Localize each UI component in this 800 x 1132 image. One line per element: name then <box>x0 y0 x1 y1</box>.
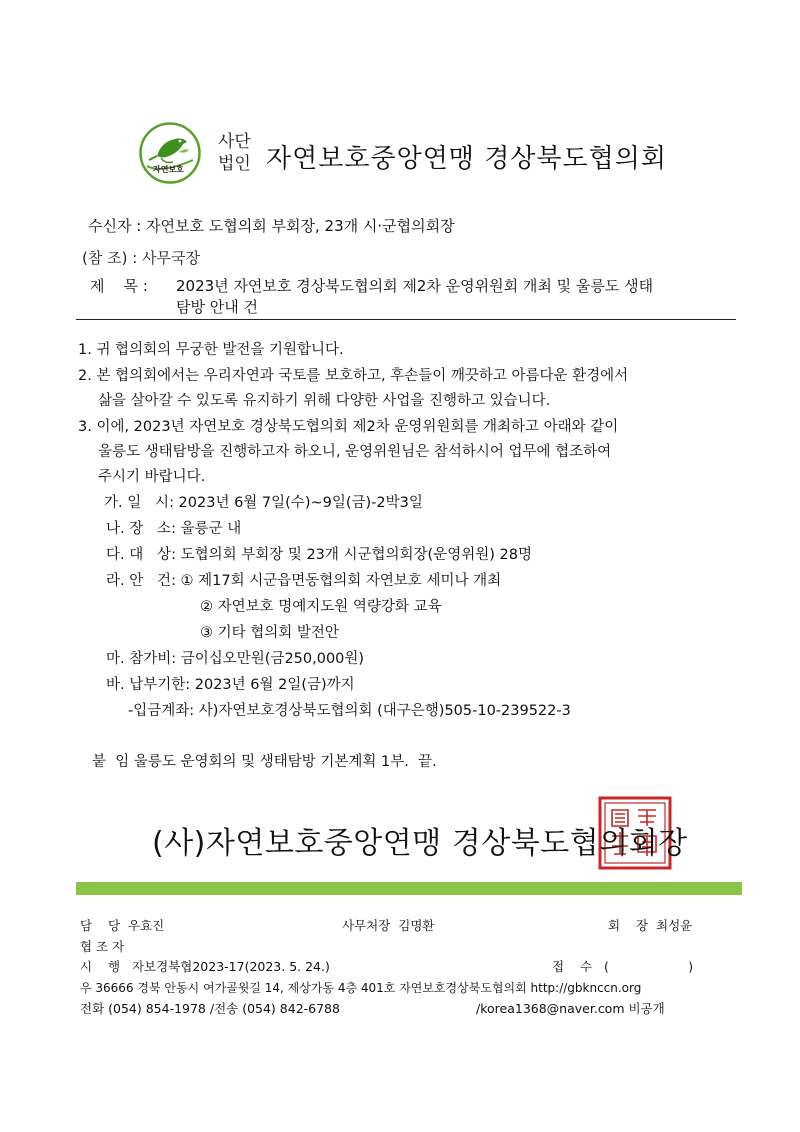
paragraph-2-line-1: 2. 본 협의회에서는 우리자연과 국토를 보호하고, 후손들이 깨끗하고 아름다운 환경에서 <box>78 368 629 384</box>
paragraph-1: 1. 귀 협의회의 무궁한 발전을 기원합니다. <box>78 342 344 358</box>
footer-enforcement: 시 행 자보경북협2023-17(2023. 5. 24.) <box>80 959 330 974</box>
subject-line-1: 2023년 자연보호 경상북도협의회 제2차 운영위원회 개최 및 울릉도 생태 <box>176 277 654 295</box>
footer-divider-bar <box>76 882 742 895</box>
subject-label: 제 목 : <box>90 277 148 295</box>
corp-type-line-1: 사단 <box>218 132 251 152</box>
paragraph-3-line-1: 3. 이에, 2023년 자연보호 경상북도협의회 제2차 운영위원회를 개최하고 아래와 같이 <box>78 419 619 435</box>
paragraph-3-line-2: 울릉도 생태탐방을 진행하고자 하오니, 운영위원님은 참석하시어 업무에 협조하여 <box>98 444 612 460</box>
paragraph-3-line-3: 주시기 바랍니다. <box>98 469 206 485</box>
org-logo <box>139 122 201 184</box>
header-divider <box>76 319 736 320</box>
footer-address: 우 36666 경북 안동시 여가골윗길 14, 제상가동 4층 401호 자연보호경상북도협의회 http://gbknccn.org <box>80 981 642 995</box>
item-account: -입금계좌: 사)자연보호경상북도협의회 (대구은행)505-10-239522-3 <box>128 703 571 719</box>
item-fee: 마. 참가비: 금이십오만원(금250,000원) <box>106 651 365 667</box>
footer-email-disclosure: /korea1368@naver.com 비공개 <box>476 1001 665 1016</box>
item-agenda: 라. 안 건: ① 제17회 시군읍면동협의회 자연보호 세미나 개최 <box>106 573 502 589</box>
footer-manager: 담 당 우효진 <box>80 918 165 933</box>
item-place: 나. 장 소: 울릉군 내 <box>106 521 242 537</box>
corp-type-line-2: 법인 <box>218 154 251 174</box>
logo-caption: 자연보호 <box>153 165 184 174</box>
item-date: 가. 일 시: 2023년 6월 7일(수)~9일(금)-2박3일 <box>104 495 423 511</box>
reference-line: (참 조) : 사무국장 <box>82 249 201 267</box>
footer-phone-fax: 전화 (054) 854-1978 /전송 (054) 842-6788 <box>80 1001 340 1016</box>
sender-name: (사)자연보호중앙연맹 경상북도협의회장 <box>152 826 688 861</box>
footer-cooperator: 협 조 자 <box>80 939 125 954</box>
item-agenda-3: ③ 기타 협의회 발전안 <box>200 625 339 641</box>
footer-receipt: 접 수 ( ) <box>552 959 694 974</box>
footer-president: 회 장 최성윤 <box>608 918 693 933</box>
item-target: 다. 대 상: 도협의회 부회장 및 23개 시군협의회장(운영위원) 28명 <box>106 547 532 563</box>
footer-secretary: 사무처장 김명환 <box>342 918 435 933</box>
item-agenda-2: ② 자연보호 명예지도원 역량강화 교육 <box>200 599 442 615</box>
subject-line-2: 탐방 안내 건 <box>176 298 258 316</box>
org-name: 자연보호중앙연맹 경상북도협의회 <box>266 144 668 174</box>
paragraph-2-line-2: 삶을 살아갈 수 있도록 유지하기 위해 다양한 사업을 진행하고 있습니다. <box>98 393 551 409</box>
corp-type-label <box>218 131 251 175</box>
recipient-line: 수신자 : 자연보호 도협의회 부회장, 23개 시·군협의회장 <box>88 217 455 235</box>
attachment-line: 붙 임 울릉도 운영회의 및 생태탐방 기본계획 1부. 끝. <box>92 754 437 770</box>
item-deadline: 바. 납부기한: 2023년 6월 2일(금)까지 <box>106 677 355 693</box>
